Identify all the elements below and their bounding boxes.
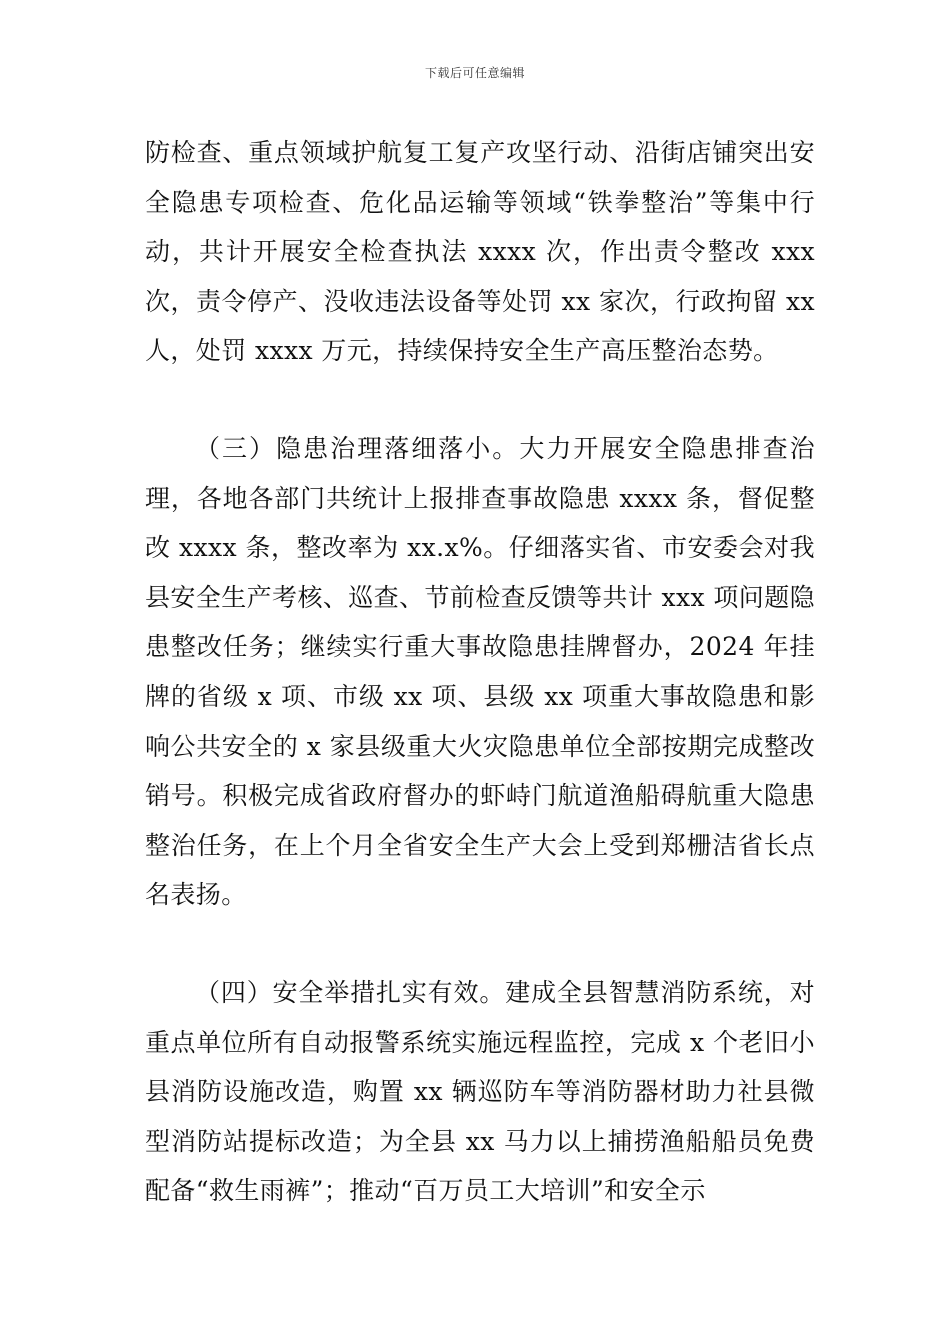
- page-header-note: 下载后可任意编辑: [424, 66, 525, 80]
- paragraph-continuation: 防检查、重点领域护航复工复产攻坚行动、沿街店铺突出安全隐患专项检查、危化品运输等领域“铁拳整治”等集中行动，共计开展安全检查执法 xxxx 次，作出责令整改 xxx 次，责令停产、没收违法设备等处罚 xx 家次，行政拘留 xx 人，处罚 xxxx 万元，持续保持安全生产高压整治态势。: [145, 138, 815, 366]
- paragraph-section-4: （四）安全举措扎实有效。建成全县智慧消防系统，对重点单位所有自动报警系统实施远程监控，完成 x 个老旧小县消防设施改造，购置 xx 辆巡防车等消防器材助力社县微型消防站提标改造；为全县 xx 马力以上捕捞渔船船员免费配备“救生雨裤”；推动“百万员工大培训”和安全示: [145, 977, 815, 1206]
- document-body: [145, 128, 815, 1216]
- paragraph-spacer: [145, 920, 815, 968]
- paragraph-section-3: （三）隐患治理落细落小。大力开展安全隐患排查治理，各地各部门共统计上报排查事故隐患 xxxx 条，督促整改 xxxx 条，整改率为 xx.x%。仔细落实省、市安委会对我县安全生产考核、巡查、节前检查反馈等共计 xxx 项问题隐患整改任务；继续实行重大事故隐患挂牌督办，2024 年挂牌的省级 x 项、市级 xx 项、县级 xx 项重大事故隐患和影响公共安全的 x 家县级重大火灾隐患单位全部按期完成整改销号。积极完成省政府督办的虾峙门航道渔船碍航重大隐患整治任务，在上个月全省安全生产大会上受到郑栅洁省长点名表扬。: [145, 433, 815, 910]
- paragraph-spacer: [145, 376, 815, 424]
